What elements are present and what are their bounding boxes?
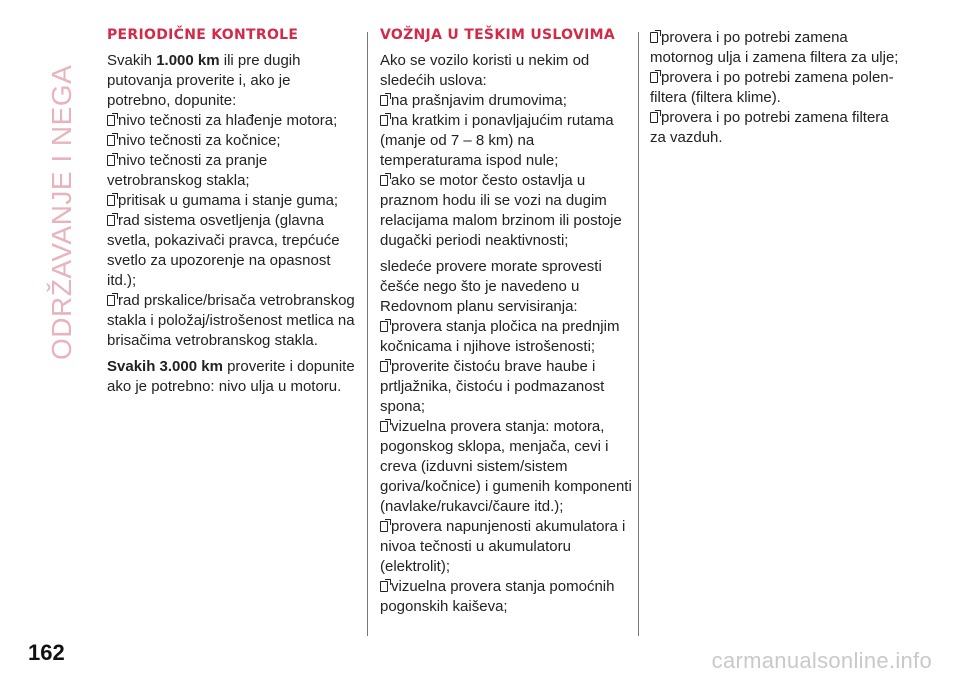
list-item: pritisak u gumama i stanje guma; xyxy=(107,191,357,211)
column-severe-conditions xyxy=(380,28,632,617)
section-side-title: ODRŽAVANJE I NEGA xyxy=(46,64,77,360)
bullet-icon xyxy=(380,581,388,592)
intro-paragraph: Svakih 1.000 km ili pre dugih putovanja proverite i, ako je potrebno, dopunite: xyxy=(107,52,301,109)
intro-paragraph: Ako se vozilo koristi u nekim od sledećih uslova: xyxy=(380,52,590,89)
bullet-icon xyxy=(107,115,115,126)
outro-paragraph: Svakih 3.000 km proverite i dopunite ako je potrebno: nivo ulja u motoru. xyxy=(107,358,355,395)
bullet-icon xyxy=(380,321,388,332)
interval-1000km: 1.000 km xyxy=(156,52,220,69)
list-item: na prašnjavim drumovima; xyxy=(380,91,632,111)
bullet-icon xyxy=(380,361,388,372)
bullet-icon xyxy=(107,135,115,146)
list-item: vizuelna provera stanja: motora, pogonskog sklopa, menjača, cevi i creva (izduvni sistem/sistem goriva/kočnice) i gumenih komponenti (navlake/rukavci/čaure itd.); xyxy=(380,418,632,515)
list-item: provera i po potrebi zamena motornog ulja i zamena filtera za ulje; xyxy=(650,29,899,66)
list-item: rad prskalice/brisača vetrobranskog stakla i položaj/istrošenost metlica na brisačima vetrobranskog stakla. xyxy=(107,292,355,349)
list-item: na kratkim i ponavljajućim rutama (manje od 7 – 8 km) na temperaturama ispod nule; xyxy=(380,112,614,169)
bullet-icon xyxy=(380,421,388,432)
watermark: carmanualsonline.info xyxy=(711,648,932,673)
bullet-icon xyxy=(380,115,388,126)
list-item: provera stanja pločica na prednjim kočnicama i njihove istrošenosti; xyxy=(380,318,620,355)
list-item: provera i po potrebi zamena polen-filtera (filtera klime). xyxy=(650,69,894,106)
heading-severe-conditions: VOŽNJA U TEŠKIM USLOVIMA xyxy=(380,27,615,43)
bullet-icon xyxy=(380,521,388,532)
checks-intro-paragraph: sledeće provere morate sprovesti češće nego što je navedeno u Redovnom planu servisiranja: xyxy=(380,258,602,315)
list-item: provera napunjenosti akumulatora i nivoa tečnosti u akumulatoru (elektrolit); xyxy=(380,518,626,575)
column-divider xyxy=(367,32,368,636)
bullet-icon xyxy=(107,195,115,206)
bullet-icon xyxy=(380,95,388,106)
column-periodic-checks xyxy=(107,28,357,397)
list-item: vizuelna provera stanja pomoćnih pogonskih kaiševa; xyxy=(380,578,615,615)
bullet-icon xyxy=(380,175,388,186)
column-continued-checks xyxy=(650,28,900,148)
bullet-icon xyxy=(107,155,115,166)
heading-periodic-checks: PERIODIČNE KONTROLE xyxy=(107,27,299,43)
list-item: ako se motor često ostavlja u praznom hodu ili se vozi na dugim relacijama malom brzinom ili postoje dugački periodi neaktivnosti; xyxy=(380,172,622,249)
bullet-icon xyxy=(650,112,658,123)
list-item: nivo tečnosti za hlađenje motora; xyxy=(107,111,357,131)
bullet-icon xyxy=(650,32,658,43)
column-divider xyxy=(638,32,639,636)
bullet-icon xyxy=(107,295,115,306)
bullet-icon xyxy=(107,215,115,226)
list-item: rad sistema osvetljenja (glavna svetla, pokazivači pravca, trepćuće svetlo za upozorenje na opasnost itd.); xyxy=(107,212,340,289)
list-item: nivo tečnosti za pranje vetrobranskog stakla; xyxy=(107,152,268,189)
list-item: nivo tečnosti za kočnice; xyxy=(107,131,357,151)
bullet-icon xyxy=(650,72,658,83)
page-number: 162 xyxy=(28,640,65,665)
interval-3000km: Svakih 3.000 km xyxy=(107,358,223,375)
list-item: proverite čistoću brave haube i prtljažnika, čistoću i podmazanost spona; xyxy=(380,358,605,415)
list-item: provera i po potrebi zamena filtera za vazduh. xyxy=(650,109,889,146)
